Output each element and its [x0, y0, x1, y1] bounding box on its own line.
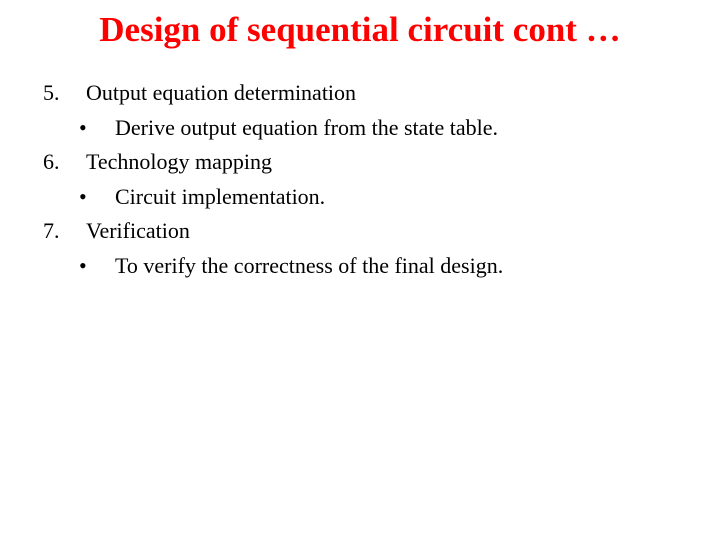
- sub-list-item: [0, 180, 720, 215]
- item-number: 7.: [43, 218, 60, 243]
- list-item: [0, 145, 720, 180]
- bullet-icon: •: [79, 183, 87, 209]
- sub-list-item: [0, 249, 720, 284]
- sub-item-text: To verify the correctness of the final design.: [115, 252, 504, 278]
- item-text: Technology mapping: [86, 149, 273, 174]
- list-item: [0, 214, 720, 249]
- list-item: [0, 76, 720, 111]
- item-number: 5.: [43, 80, 60, 105]
- slide-content: [0, 76, 720, 283]
- sub-list-item: [0, 111, 720, 146]
- item-text: Verification: [86, 218, 190, 243]
- bullet-icon: •: [79, 114, 87, 140]
- bullet-icon: •: [79, 252, 87, 278]
- sub-item-text: Derive output equation from the state table.: [115, 114, 499, 140]
- item-number: 6.: [43, 149, 60, 174]
- slide-title: Design of sequential circuit cont …: [99, 10, 621, 49]
- sub-item-text: Circuit implementation.: [115, 183, 326, 209]
- item-text: Output equation determination: [86, 80, 357, 105]
